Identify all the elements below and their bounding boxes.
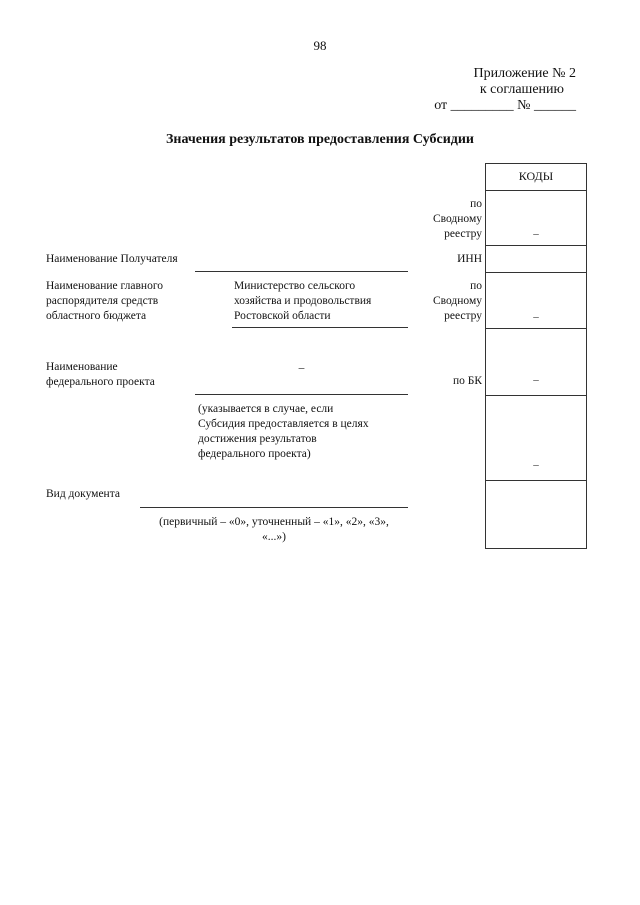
label-svodny-reestr-1 [433, 197, 482, 242]
page-title: Значения результатов предоставления Субсидии [166, 132, 474, 147]
label-svodny-2-line-3: реестру [444, 310, 482, 322]
federal-project-label-line-1: Наименование [46, 361, 118, 373]
main-manager-label [46, 279, 163, 324]
label-svodny-1-line-2: Сводному [432, 213, 482, 225]
federal-project-underline [195, 394, 408, 395]
recipient-label: Наименование Получателя [46, 253, 178, 265]
label-svodny-1-line-3: реестру [444, 228, 482, 240]
codes-table [485, 163, 587, 549]
doc-type-label: Вид документа [46, 488, 120, 500]
appendix-line-2: к соглашению [479, 82, 564, 97]
main-manager-value-line-3: Ростовской области [234, 310, 331, 322]
federal-project-note-line-4: федерального проекта) [198, 448, 311, 460]
federal-project-note-line-1: (указывается в случае, если [198, 403, 334, 415]
codes-value-project: – [533, 459, 539, 471]
label-svodny-2-line-2: Сводному [432, 295, 482, 307]
label-svodny-2-line-1: по [470, 280, 482, 292]
main-manager-label-line-3: областного бюджета [46, 310, 147, 322]
page-number: 98 [313, 38, 327, 53]
codes-cell-bk [486, 329, 586, 396]
main-manager-label-line-2: распорядителя средств [46, 295, 159, 307]
federal-project-note-line-2: Субсидия предоставляется в целях [198, 418, 369, 430]
main-manager-value-line-2: хозяйства и продовольствия [234, 295, 372, 307]
federal-project-value: – [298, 362, 305, 374]
federal-project-label-line-2: федерального проекта [46, 376, 155, 388]
codes-cell-svodny-2 [486, 273, 586, 329]
main-manager-value-line-1: Министерство сельского [234, 280, 356, 292]
federal-project-label [46, 360, 155, 390]
doc-type-underline [140, 507, 408, 508]
appendix-line-3: от _________ № ______ [434, 98, 576, 113]
label-po-bk: по БК [452, 375, 482, 387]
label-svodny-1-line-1: по [470, 198, 482, 210]
federal-project-note-line-3: достижения результатов [198, 433, 317, 445]
codes-cell-project [486, 396, 586, 481]
codes-cell-doc-type [486, 481, 586, 548]
codes-cell-inn [486, 246, 586, 273]
appendix-header [376, 66, 576, 114]
label-inn: ИНН [457, 253, 482, 265]
main-manager-underline [232, 327, 408, 328]
appendix-line-1: Приложение № 2 [473, 66, 576, 81]
codes-value-svodny-1: – [533, 228, 539, 240]
main-manager-value [234, 279, 371, 324]
recipient-underline [195, 271, 408, 272]
codes-value-svodny-2: – [533, 311, 539, 323]
doc-type-note [140, 515, 408, 545]
codes-cell-svodny-1 [486, 191, 586, 246]
federal-project-note [198, 402, 369, 462]
codes-value-bk: – [533, 374, 539, 386]
codes-header: КОДЫ [486, 164, 586, 191]
doc-type-note-line-1: (первичный – «0», уточненный – «1», «2», «3», [159, 516, 389, 528]
doc-type-note-line-2: «...») [262, 531, 286, 543]
label-svodny-reestr-2 [433, 279, 482, 324]
main-manager-label-line-1: Наименование главного [46, 280, 164, 292]
